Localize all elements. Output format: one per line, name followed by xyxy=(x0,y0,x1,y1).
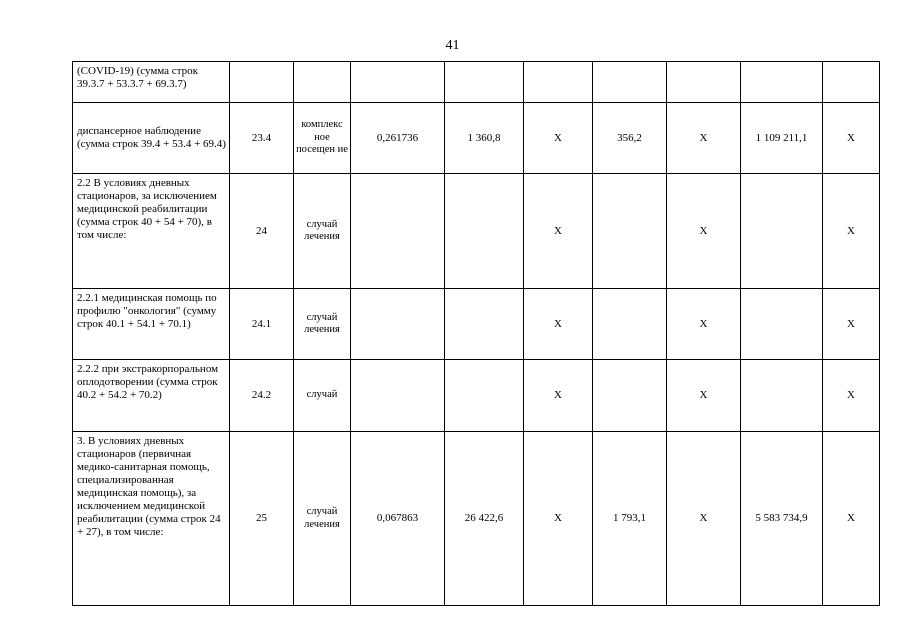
line-number-cell: 24.1 xyxy=(230,289,294,360)
value-cell xyxy=(445,174,524,289)
unit-cell: случай лечения xyxy=(294,289,351,360)
value-cell: X xyxy=(524,432,593,606)
value-cell: X xyxy=(823,360,880,432)
value-cell xyxy=(593,174,667,289)
value-cell xyxy=(593,62,667,103)
value-cell: X xyxy=(524,360,593,432)
row-description: 2.2.1 медицинская помощь по профилю "онкология" (сумму строк 40.1 + 54.1 + 70.1) xyxy=(73,289,230,360)
row-description: диспансерное наблюдение (сумма строк 39.4 + 53.4 + 69.4) xyxy=(73,103,230,174)
value-cell: X xyxy=(823,174,880,289)
value-cell: 5 583 734,9 xyxy=(741,432,823,606)
value-cell xyxy=(351,289,445,360)
value-cell xyxy=(351,360,445,432)
value-cell xyxy=(823,62,880,103)
value-cell: 1 109 211,1 xyxy=(741,103,823,174)
value-cell: 26 422,6 xyxy=(445,432,524,606)
unit-cell: случай лечения xyxy=(294,432,351,606)
value-cell: X xyxy=(823,103,880,174)
value-cell: X xyxy=(823,432,880,606)
value-cell xyxy=(667,62,741,103)
value-cell xyxy=(524,62,593,103)
value-cell xyxy=(351,62,445,103)
value-cell xyxy=(593,360,667,432)
value-cell: 1 360,8 xyxy=(445,103,524,174)
unit-cell: случай лечения xyxy=(294,174,351,289)
value-cell xyxy=(445,360,524,432)
value-cell xyxy=(741,289,823,360)
value-cell: X xyxy=(667,103,741,174)
unit-cell: комплекс ное посещен ие xyxy=(294,103,351,174)
line-number-cell: 24.2 xyxy=(230,360,294,432)
value-cell xyxy=(445,289,524,360)
table-row xyxy=(73,289,880,360)
row-description: 2.2.2 при экстракорпоральном оплодотворении (сумма строк 40.2 + 54.2 + 70.2) xyxy=(73,360,230,432)
page-number: 41 xyxy=(445,38,460,53)
value-cell: 1 793,1 xyxy=(593,432,667,606)
value-cell: X xyxy=(667,289,741,360)
value-cell xyxy=(445,62,524,103)
value-cell xyxy=(741,360,823,432)
row-description: (COVID-19) (сумма строк 39.3.7 + 53.3.7 + 69.3.7) xyxy=(73,62,230,103)
value-cell: X xyxy=(823,289,880,360)
value-cell xyxy=(741,174,823,289)
table-row xyxy=(73,62,880,103)
value-cell: X xyxy=(667,360,741,432)
value-cell: 0,067863 xyxy=(351,432,445,606)
value-cell xyxy=(741,62,823,103)
line-number-cell: 24 xyxy=(230,174,294,289)
row-description: 3. В условиях дневных стационаров (первичная медико-санитарная помощь, специализированная медицинская помощь), за исключением медицинской реабилитации (сумма строк 24 + 27), в том числе: xyxy=(73,432,230,606)
value-cell: X xyxy=(524,103,593,174)
value-cell: X xyxy=(524,174,593,289)
value-cell xyxy=(593,289,667,360)
value-cell xyxy=(351,174,445,289)
table-row xyxy=(73,103,880,174)
value-cell: X xyxy=(524,289,593,360)
line-number-cell xyxy=(230,62,294,103)
row-description: 2.2 В условиях дневных стационаров, за исключением медицинской реабилитации (сумма строк 40 + 54 + 70), в том числе: xyxy=(73,174,230,289)
value-cell: X xyxy=(667,174,741,289)
value-cell: 356,2 xyxy=(593,103,667,174)
value-cell: X xyxy=(667,432,741,606)
unit-cell xyxy=(294,62,351,103)
line-number-cell: 25 xyxy=(230,432,294,606)
table-row xyxy=(73,432,880,606)
table-row xyxy=(73,174,880,289)
value-cell: 0,261736 xyxy=(351,103,445,174)
data-table xyxy=(72,61,880,606)
table-row xyxy=(73,360,880,432)
unit-cell: случай xyxy=(294,360,351,432)
line-number-cell: 23.4 xyxy=(230,103,294,174)
